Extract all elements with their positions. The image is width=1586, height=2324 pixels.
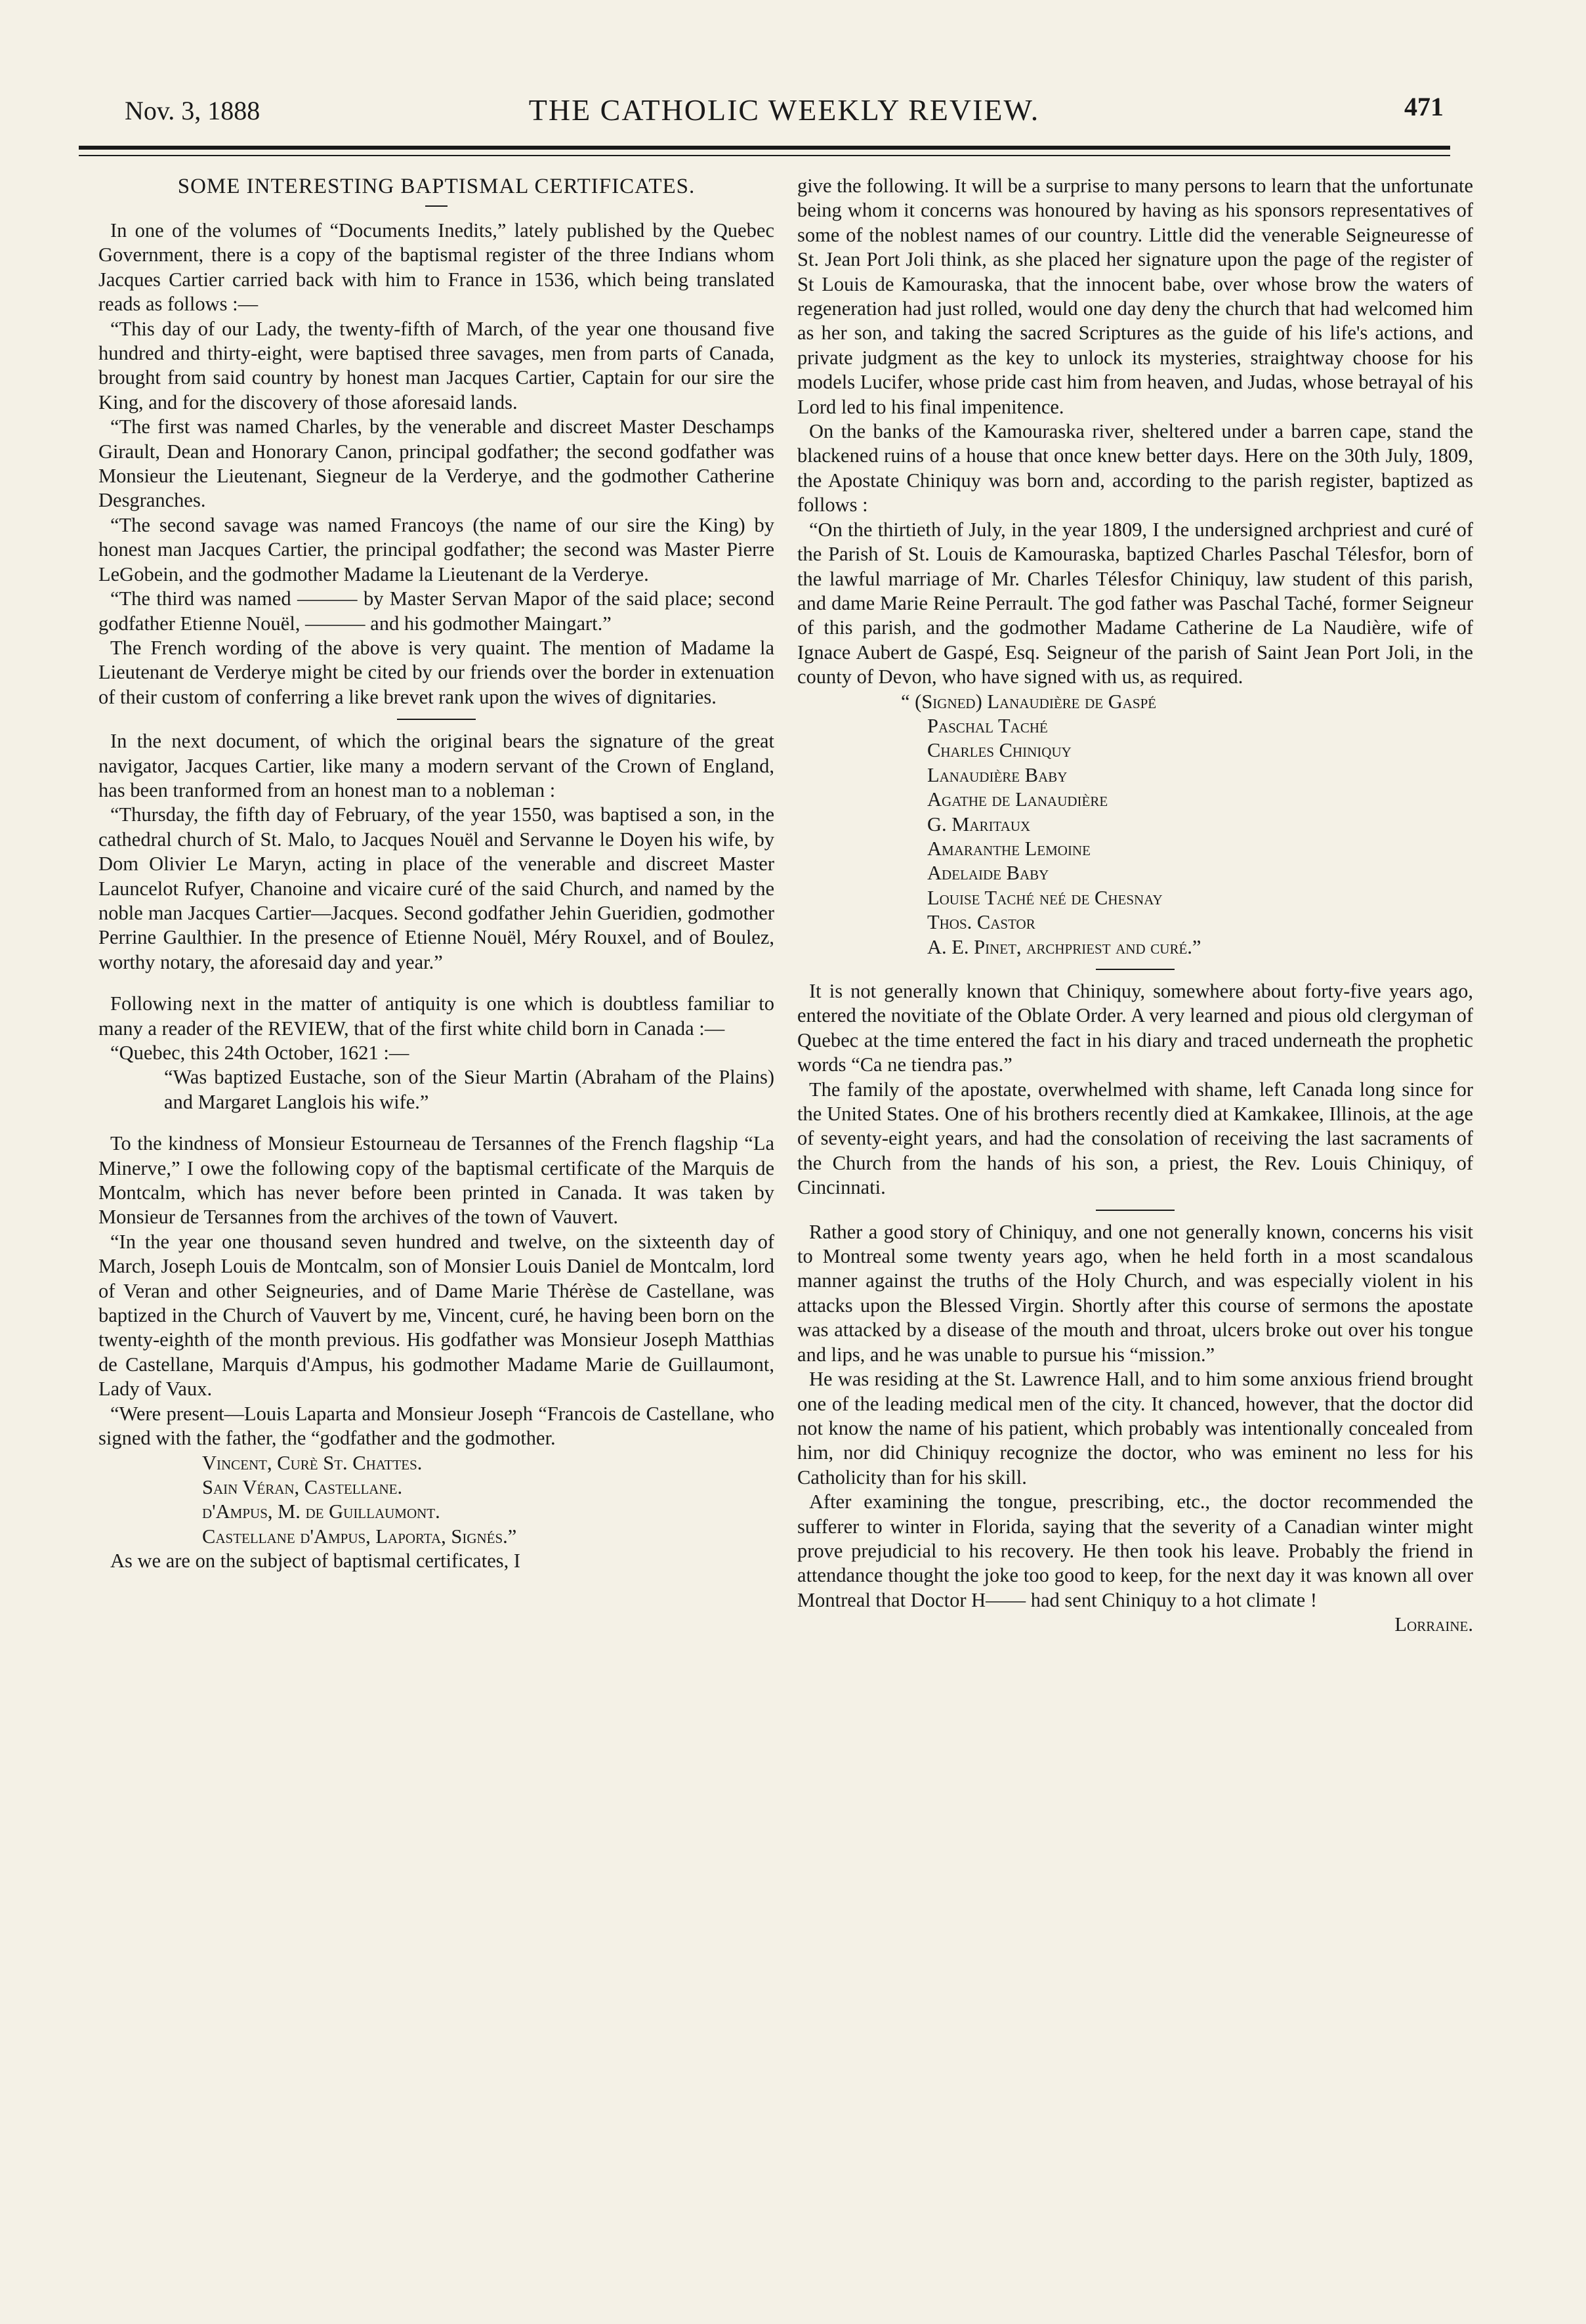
section-divider	[1096, 1210, 1175, 1211]
left-column	[98, 174, 774, 1574]
signature-line: “ (Signed) Lanaudière de Gaspé	[901, 690, 1157, 713]
paragraph: “The second savage was named Francoys (the name of our sire the King) by honest man Jacques Cartier, the principal godfather; the second was Master Pierre LeGobein, and the godmother Madame la Lieutenant de la Verderye.	[98, 513, 774, 585]
paragraph: The French wording of the above is very quaint. The mention of Madame la Lieutenant de Verderye might be cited by our friends over the border in extenuation of their custom of conferring a like brevet rank upon the wives of dignitaries.	[98, 636, 774, 708]
header-rule-thin	[79, 155, 1450, 156]
paragraph: “Quebec, this 24th October, 1621 :—	[110, 1042, 409, 1064]
paragraph: He was residing at the St. Lawrence Hall, and to him some anxious friend brought one of the leading medical men of the city. It chanced, however, that the doctor did not know the name of his patient, which probably was intentionally concealed from him, nor did Chiniquy recognize the doctor, who was eminent no less for his Catholicity than for his skill.	[797, 1368, 1473, 1489]
paragraph: “The third was named ——— by Master Servan Mapor of the said place; second godfather Etienne Nouël, ——— and his godmother Maingart.”	[98, 587, 774, 635]
signature-line: Vincent, Curè St. Chattes.	[202, 1451, 423, 1474]
section-gap	[98, 975, 774, 992]
signature-line: Agathe de Lanaudière	[927, 788, 1108, 811]
paragraph: On the banks of the Kamouraska river, sheltered under a barren cape, stand the blackened ruins of a house that once knew better days. Here on the 30th July, 1809, the Apostate Chiniquy was born and, according to the parish register, baptized as follows :	[797, 420, 1473, 517]
paragraph: give the following. It will be a surprise to many persons to learn that the unfortunate being whom it concerns was honoured by having as his sponsors representatives of some of the noblest names of our country. Little did the venerable Seigneuresse of St. Jean Port Joli think, as she placed her signature upon the page of the register of St Louis de Kamouraska, that the innocent babe, over whose brow the waters of regeneration had just rolled, would one day deny the church that had welcomed him as her son, and taking the sacred Scriptures as the guide of his life's actions, and private judgment as the key to unlock its mysteries, straightway choose for his models Lucifer, whose pride cast him from heaven, and Judas, whose betrayal of his Lord led to his final impenitence.	[797, 175, 1473, 418]
publication-title: THE CATHOLIC WEEKLY REVIEW.	[528, 93, 1040, 127]
signature-line: Charles Chiniquy	[927, 739, 1072, 762]
paragraph: In the next document, of which the original bears the signature of the great navigator, Jacques Cartier, like many a modern servant of the Crown of England, has been tranformed from an honest man to a nobleman :	[98, 730, 774, 801]
signature-line: Thos. Castor	[927, 911, 1035, 934]
signature-line: Louise Taché neé de Chesnay	[927, 886, 1163, 909]
right-column	[797, 174, 1473, 1637]
page-header	[125, 89, 1444, 135]
heading-divider	[425, 205, 448, 207]
section-divider	[397, 719, 476, 720]
paragraph: To the kindness of Monsieur Estourneau de Tersannes of the French flagship “La Minerve,” I owe the following copy of the baptismal certificate of the Marquis de Montcalm, which has never before been printed in Canada. It was taken by Monsieur de Tersannes from the archives of the town of Vauvert.	[98, 1132, 774, 1229]
paragraph: “The first was named Charles, by the venerable and discreet Master Deschamps Girault, Dean and Honorary Canon, principal godfather; the second godfather was Monsieur the Lieutenant, Siegneur de la Verderye, and the godmother Catherine Desgranches.	[98, 415, 774, 512]
author-signoff: Lorraine.	[1394, 1613, 1473, 1636]
signature-line: Castellane d'Ampus, Laporta, Signés.”	[202, 1525, 517, 1548]
signature-line: A. E. Pinet, archpriest and curé.”	[927, 935, 1201, 958]
paragraph: “On the thirtieth of July, in the year 1809, I the undersigned archpriest and curé of the Parish of St. Louis de Kamouraska, baptized Charles Paschal Télesfor, born of the lawful marriage of Mr. Charles Télesfor Chiniquy, law student of this parish, and dame Marie Reine Perrault. The god father was Paschal Taché, former Seigneur of this parish, and the godmother Madame Catherine de La Naudière, wife of Ignace Aubert de Gaspé, Esq. Seigneur of the parish of Saint Jean Port Joli, in the county of Devon, who have signed with us, as required.	[797, 518, 1473, 688]
signature-line: Sain Véran, Castellane.	[202, 1475, 403, 1498]
paragraph: It is not generally known that Chiniquy, somewhere about forty-five years ago, entered the novitiate of the Oblate Order. A very learned and pious old clergyman of Quebec at the time entered the fact in his diary and traced underneath the prophetic words “Ca ne tiendra pas.”	[797, 980, 1473, 1076]
paragraph: “Thursday, the fifth day of February, of the year 1550, was baptised a son, in the cathedral church of St. Malo, to Jacques Nouël and Servanne le Doyen his wife, by Dom Olivier Le Maryn, acting in place of the venerable and discreet Master Launcelot Rufyer, Chanoine and vicaire curé of the said Church, and named by the noble man Jacques Cartier—Jacques. Second godfather Jehin Gueridien, godmother Perrine Gaulthier. In the presence of Etienne Nouël, Méry Rouxel, and of Boulez, worthy notary, the aforesaid day and year.”	[98, 803, 774, 973]
signature-line: Amaranthe Lemoine	[927, 837, 1091, 860]
signature-line: Lanaudière Baby	[927, 763, 1068, 786]
signature-line: Paschal Taché	[927, 714, 1048, 737]
section-gap	[98, 1114, 774, 1131]
page-number: 471	[1404, 92, 1444, 121]
quoted-entry: “Was baptized Eustache, son of the Sieur Martin (Abraham of the Plains) and Margaret Langlois his wife.”	[164, 1066, 774, 1113]
signature-line: d'Ampus, M. de Guillaumont.	[202, 1500, 440, 1523]
paragraph: As we are on the subject of baptismal certificates, I	[110, 1550, 521, 1573]
paragraph: “In the year one thousand seven hundred and twelve, on the sixteenth day of March, Joseph Louis de Montcalm, son of Monsier Louis Daniel de Montcalm, lord of Veran and other Seigneuries, and of Dame Marie Thérèse de Castellane, was baptized in the Church of Vauvert by me, Vincent, curé, he having been born on the twenty-eighth of the month previous. His godfather was Monsieur Joseph Matthias de Castellane, Marquis d'Ampus, his godmother Madame Marie de Guillaumont, Lady of Vaux.	[98, 1230, 774, 1401]
paragraph: After examining the tongue, prescribing, etc., the doctor recommended the sufferer to winter in Florida, saying that the severity of a Canadian winter might prove prejudicial to his recovery. He then took his leave. Probably the friend in attendance thought the joke too good to keep, for the next day it was known all over Montreal that Doctor H—— had sent Chiniquy to a hot climate !	[797, 1490, 1473, 1611]
paragraph: “This day of our Lady, the twenty-fifth of March, of the year one thousand five hundred and thirty-eight, were baptised three savages, men from parts of Canada, brought from said country by honest man Jacques Cartier, Captain for our sire the King, and for the discovery of those aforesaid lands.	[98, 317, 774, 413]
signature-line: G. Maritaux	[927, 813, 1031, 835]
paragraph: In one of the volumes of “Documents Inedits,” lately published by the Quebec Government, there is a copy of the baptismal register of the three Indians whom Jacques Cartier carried back with him to France in 1536, which being translated reads as follows :—	[98, 219, 774, 316]
section-divider	[1096, 969, 1175, 970]
signature-line: Adelaide Baby	[927, 862, 1049, 885]
article-heading: SOME INTERESTING BAPTISMAL CERTIFICATES.	[177, 175, 696, 198]
paragraph: Following next in the matter of antiquity is one which is doubtless familiar to many a reader of the REVIEW, that of the first white child born in Canada :—	[98, 992, 774, 1040]
header-rule-thick	[79, 146, 1450, 150]
issue-date: Nov. 3, 1888	[125, 96, 261, 125]
paragraph: Rather a good story of Chiniquy, and one not generally known, concerns his visit to Montreal some twenty years ago, when he held forth in a most scandalous manner against the truths of the Holy Church, and was especially violent in his attacks upon the Blessed Virgin. Shortly after this course of sermons the apostate was attacked by a disease of the mouth and throat, ulcers broke out over his tongue and lips, and he was unable to pursue his “mission.”	[797, 1220, 1473, 1366]
paragraph: The family of the apostate, overwhelmed with shame, left Canada long since for the United States. One of his brothers recently died at Kamkakee, Illinois, at the age of seventy-eight years, and had the consolation of receiving the last sacraments of the Church from the hands of his son, a priest, the Rev. Louis Chiniquy, of Cincinnati.	[797, 1078, 1473, 1199]
paragraph: “Were present—Louis Laparta and Monsieur Joseph “Francois de Castellane, who signed with the father, the “godfather and the godmother.	[98, 1402, 774, 1450]
